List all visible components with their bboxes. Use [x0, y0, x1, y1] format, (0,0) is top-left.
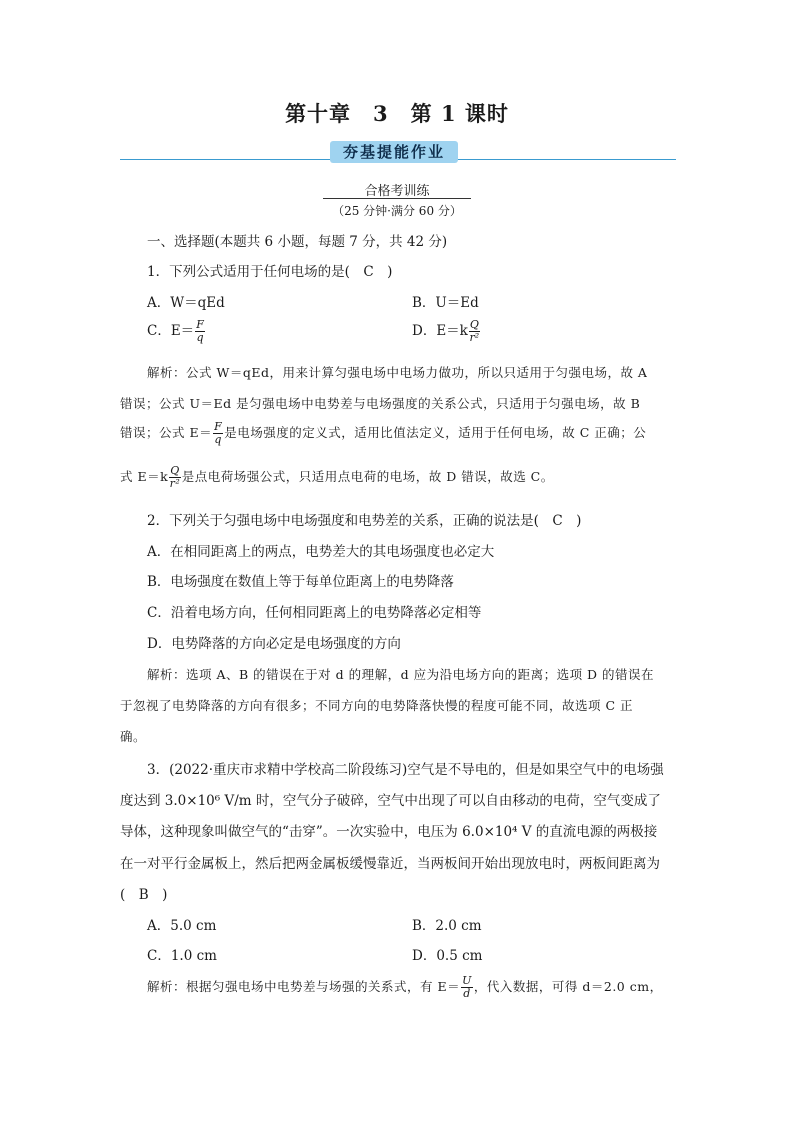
q3-stem-line-4: 在一对平行金属板上，然后把两金属板缓慢靠近，当两板间开始出现放电时，两板间距离为: [120, 856, 660, 872]
homework-badge: 夯基提能作业: [330, 141, 458, 163]
q1-option-c: [147, 319, 206, 344]
fraction-denominator: r²: [469, 331, 480, 344]
q2-stem: 2．下列关于匀强电场中电场强度和电势差的关系，正确的说法是( C ): [147, 513, 582, 529]
q2-option-d: D．电势降落的方向必定是电场强度的方向: [147, 636, 401, 652]
q3-explanation-line-1: [147, 975, 663, 1000]
q3-exp-suffix: ，代入数据，可得 d＝2.0 cm，: [473, 979, 663, 994]
q3-exp-fraction: [461, 975, 473, 1000]
q3-option-c: C．1.0 cm: [147, 948, 217, 964]
fraction-numerator: F: [196, 318, 204, 331]
q1-option-d-prefix: D．E＝k: [412, 323, 468, 339]
q1-option-a: A．W＝qEd: [147, 295, 225, 311]
q1-exp3-suffix: 是电场强度的定义式，适用比值法定义，适用于任何电场，故 C 正确；公: [224, 425, 647, 440]
q1-exp3-fraction: [213, 421, 223, 446]
q1-explanation-line-4: [120, 465, 554, 490]
q1-explanation-line-2: 错误；公式 U＝Ed 是匀强电场中电势差与电场强度的关系公式，只适用于匀强电场，故 B: [120, 396, 641, 411]
q1-explanation-line-1: 解析：公式 W＝qEd，用来计算匀强电场中电场力做功，所以只适用于匀强电场，故 A: [147, 365, 648, 380]
section-heading: 一、选择题(本题共 6 小题，每题 7 分，共 42 分): [147, 234, 448, 250]
q1-option-b: B．U＝Ed: [412, 295, 479, 311]
q3-stem-line-3: 导体，这种现象叫做空气的“击穿”。一次实验中，电压为 6.0×10⁴ V 的直流电源的两极接: [120, 824, 658, 840]
q1-explanation-line-3: [120, 421, 646, 446]
q3-exp-prefix: 解析：根据匀强电场中电势差与场强的关系式，有 E＝: [147, 979, 461, 994]
q2-option-c: C．沿着电场方向，任何相同距离上的电势降落必定相等: [147, 605, 482, 621]
q3-answer: ( B ): [120, 887, 168, 903]
q2-option-b: B．电场强度在数值上等于每单位距离上的电势降落: [147, 574, 454, 590]
q1-option-d-fraction: [469, 319, 480, 344]
fraction-numerator: Q: [170, 464, 180, 477]
q3-option-a: A．5.0 cm: [147, 918, 217, 934]
fraction-denominator: d: [463, 987, 471, 1000]
q3-stem-line-1: 3．(2022·重庆市求精中学校高二阶段练习)空气是不导电的，但是如果空气中的电场强: [147, 762, 664, 778]
q3-option-d: D．0.5 cm: [412, 948, 483, 964]
training-underline: [323, 198, 471, 199]
fraction-denominator: q: [214, 433, 222, 446]
q3-option-b: B．2.0 cm: [412, 918, 482, 934]
q1-option-d: [412, 319, 481, 344]
fraction-numerator: U: [462, 974, 472, 987]
fraction-denominator: r²: [169, 477, 181, 490]
q3-stem-line-2: 度达到 3.0×10⁶ V/m 时，空气分子破碎，空气中出现了可以自由移动的电荷，空气变成了: [120, 793, 661, 809]
time-score: （25 分钟·满分 60 分）: [332, 204, 462, 218]
q2-option-a: A．在相同距离上的两点，电势差大的其电场强度也必定大: [147, 544, 495, 560]
q1-exp3-prefix: 错误；公式 E＝: [120, 425, 213, 440]
q1-option-c-prefix: C．E＝: [147, 323, 195, 339]
fraction-denominator: q: [196, 331, 204, 344]
fraction-numerator: Q: [469, 318, 479, 331]
page-title: 第十章 3 第 1 课时: [285, 101, 509, 126]
q1-exp4-prefix: 式 E＝k: [120, 469, 169, 484]
training-label: 合格考训练: [364, 184, 430, 199]
q1-stem: 1．下列公式适用于任何电场的是( C ): [147, 264, 393, 280]
fraction-numerator: F: [214, 420, 223, 433]
q2-explanation-line-3: 确。: [120, 729, 147, 744]
q1-exp4-fraction: [169, 465, 181, 490]
q1-option-c-fraction: [195, 319, 205, 344]
q2-explanation-line-1: 解析：选项 A、B 的错误在于对 d 的理解，d 应为沿电场方向的距离；选项 D 的错误在: [147, 667, 655, 682]
q2-explanation-line-2: 于忽视了电势降落的方向有很多；不同方向的电势降落快慢的程度可能不同，故选项 C 正: [120, 698, 634, 713]
q1-exp4-suffix: 是点电荷场强公式，只适用点电荷的电场，故 D 错误，故选 C。: [181, 469, 554, 484]
